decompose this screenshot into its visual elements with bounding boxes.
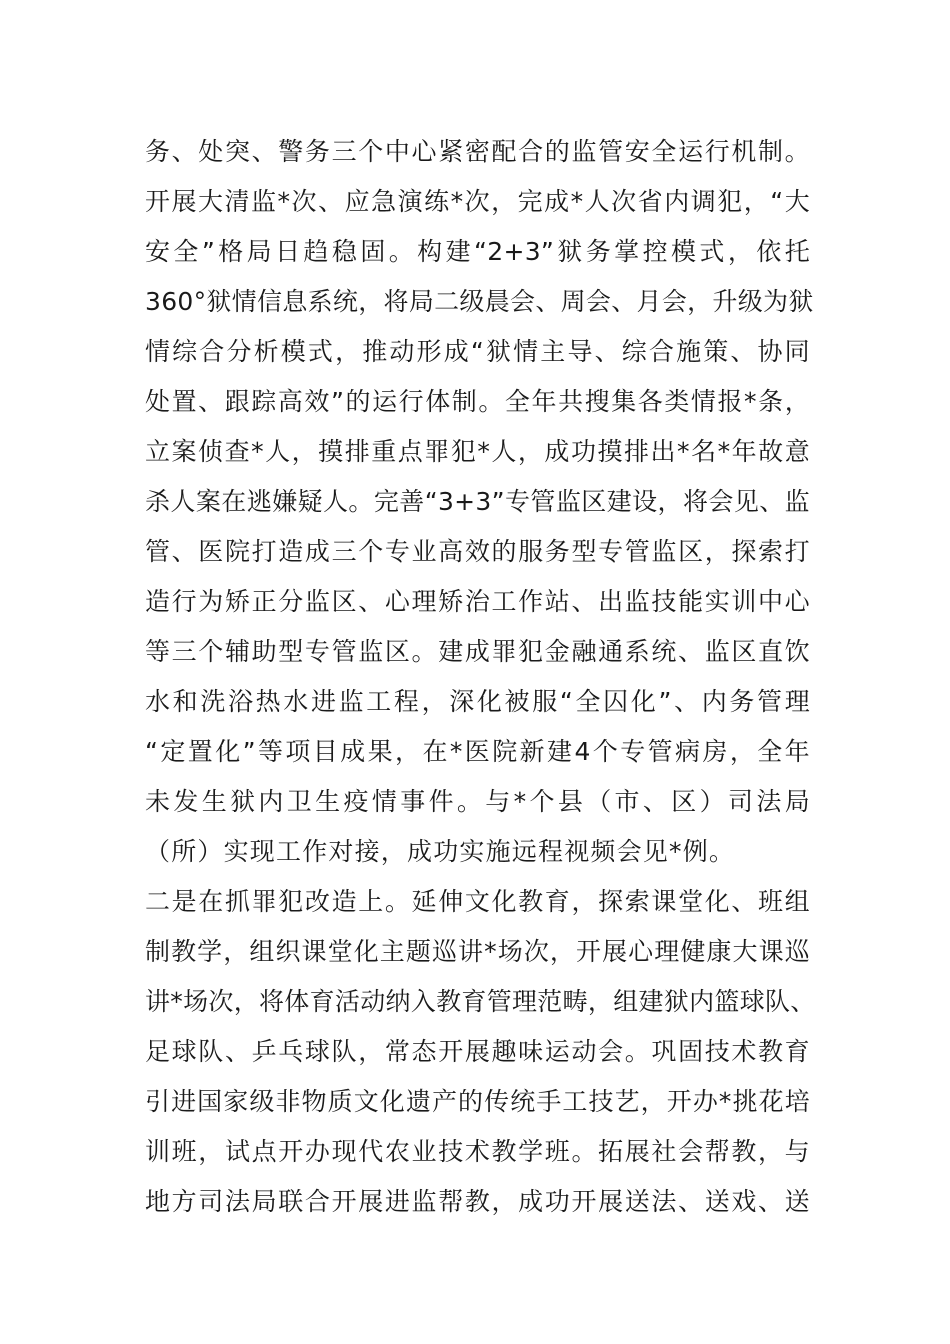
text-line: 讲*场次，将体育活动纳入教育管理范畴，组建狱内篮球队、 [145,987,816,1016]
text-line: 训班，试点开办现代农业技术教学班。拓展社会帮教，与 [145,1137,810,1166]
text-line: 引进国家级非物质文化遗产的传统手工技艺，开办*挑花培 [145,1087,810,1116]
text-line: 二是在抓罪犯改造上。延伸文化教育，探索课堂化、班组 [145,887,810,916]
body-text [145,127,816,1227]
text-line: 未发生狱内卫生疫情事件。与*个县（市、区）司法局 [145,787,810,816]
text-line: 水和洗浴热水进监工程，深化被服“全囚化”、内务管理 [145,687,810,716]
text-line: 开展大清监*次、应急演练*次，完成*人次省内调犯，“大 [145,187,810,216]
text-line: “定置化”等项目成果，在*医院新建4个专管病房，全年 [145,737,810,766]
text-line: 立案侦查*人，摸排重点罪犯*人，成功摸排出*名*年故意 [145,437,810,466]
text-line: （所）实现工作对接，成功实施远程视频会见*例。 [145,837,736,866]
text-line: 制教学，组织课堂化主题巡讲*场次，开展心理健康大课巡 [145,937,810,966]
text-line: 处置、跟踪高效”的运行体制。全年共搜集各类情报*条， [145,387,810,416]
text-line: 地方司法局联合开展进监帮教，成功开展送法、送戏、送 [145,1187,810,1216]
text-line: 安全”格局日趋稳固。构建“2+3”狱务掌控模式，依托 [145,237,810,266]
text-line: 务、处突、警务三个中心紧密配合的监管安全运行机制。 [145,137,810,166]
text-line: 情综合分析模式，推动形成“狱情主导、综合施策、协同 [145,337,810,366]
text-line: 足球队、乒乓球队，常态开展趣味运动会。巩固技术教育 [145,1037,810,1066]
text-line: 360°狱情信息系统，将局二级晨会、周会、月会，升级为狱 [145,287,814,316]
text-line: 造行为矫正分监区、心理矫治工作站、出监技能实训中心 [145,587,810,616]
text-line: 管、医院打造成三个专业高效的服务型专管监区，探索打 [145,537,810,566]
text-line: 等三个辅助型专管监区。建成罪犯金融通系统、监区直饮 [145,637,810,666]
text-line: 杀人案在逃嫌疑人。完善“3+3”专管监区建设，将会见、监 [145,487,810,516]
